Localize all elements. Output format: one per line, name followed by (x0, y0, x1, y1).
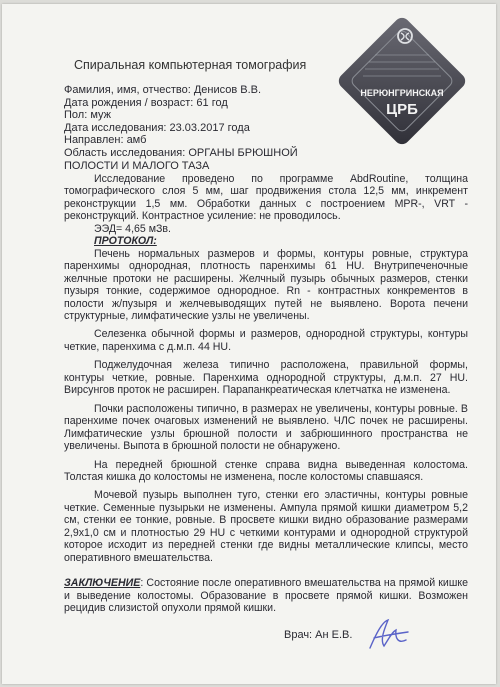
referral: Направлен: амб (64, 134, 147, 147)
spleen-paragraph: Селезенка обычной формы и размеров, однородной структуры, контуры четкие, паренхима с д.м.п. 44 HU. (64, 328, 468, 353)
patient-name: Фамилия, имя, отчество: Денисов В.В. (64, 84, 262, 96)
colostomy-paragraph: На передней брюшной стенке справа видна выведенная колостома. Толстая кишка до колостомы не изменена, после колостомы спавшаяся. (64, 458, 468, 483)
conclusion-text: : Состояние после оперативного вмешательства на прямой кишке и выведение колостомы. Образование в просвете прямой кишки. Возможен рецидив слизистой опухоли прямой кишки. (64, 577, 468, 615)
method-paragraph: Исследование проведено по программе AbdRoutine, толщина томографического слоя 5 мм, шаг продвижения стола 12,5 мм, инкремент реконструкции 1,5 мм. Обработки данных с построением MPR-, VRT - реконструкций. Контрастное усиление: не проводилось. (64, 173, 468, 223)
exam-area-line1: Область исследования: ОРГАНЫ БРЮШНОЙ (64, 146, 298, 159)
patient-sex: Пол: муж (64, 109, 111, 122)
kidneys-paragraph: Почки расположены типично, в размерах не увеличены, контуры ровные. В паренхиме почек очаговых изменений не выявлено. ЧЛС почек не расширены. Лимфатические узлы брюшной полости и забрюшинного пространства не увеличены. Выпота в брюшной полости не обнаружено. (64, 402, 468, 453)
radiation-dose: ЭЭД= 4,65 мЗв. (94, 222, 171, 235)
conclusion-label: ЗАКЛЮЧЕНИЕ (64, 577, 141, 589)
exam-date: Дата исследования: 23.03.2017 года (64, 121, 250, 134)
patient-birth: Дата рождения / возраст: 61 год (64, 96, 228, 109)
liver-paragraph: Печень нормальных размеров и формы, контуры ровные, структура паренхимы однородная, плотность паренхимы 61 HU. Внутрипеченочные желчные протоки не расширены. Желчный пузырь обычных размеров, стенки пузыря тонкие, содержимое однородное. Rn - контрастных конкрементов в полости ж/пузыря и желчевыводящих путей не выявлено. Ворота печени структурные, лимфатические узлы не увеличены. (64, 247, 468, 322)
document-title: Спиральная компьютерная томография (74, 58, 307, 72)
patient-info (64, 84, 326, 172)
report-body (64, 173, 468, 570)
stamp-line2: ЦРБ (386, 101, 418, 118)
pancreas-paragraph: Поджелудочная железа типично расположена, правильной формы, контуры четкие, ровные. Паренхима однородной структуры, д.м.п. 27 HU. Вирсунгов проток не расширен. Парапанкреатическая клетчатка не изменена. (64, 359, 468, 397)
handwritten-signature (362, 614, 412, 658)
bladder-paragraph: Мочевой пузырь выполнен туго, стенки его эластичны, контуры ровные четкие. Семенные пузырьки не изменены. Ампула прямой кишки диаметром 5,2 см, стенки ее тонкие, ровные. В просвете кишки видно образование размерами 2,9х1,0 см и плотностью 29 HU с четкими контурами и однородной структурой которое исходит из передней стенки где видны металлические клипсы, место оперативного вмешательства. (64, 489, 468, 564)
protocol-heading: ПРОТОКОЛ: (94, 235, 157, 248)
document-page (2, 4, 496, 684)
hospital-logo-stamp (335, 14, 469, 148)
stamp-line1: НЕРЮНГРИНСКАЯ (360, 88, 444, 98)
conclusion (64, 577, 468, 615)
doctor-signature-line: Врач: Ан Е.В. (284, 629, 353, 641)
exam-area-line2: ПОЛОСТИ И МАЛОГО ТАЗА (64, 159, 210, 172)
